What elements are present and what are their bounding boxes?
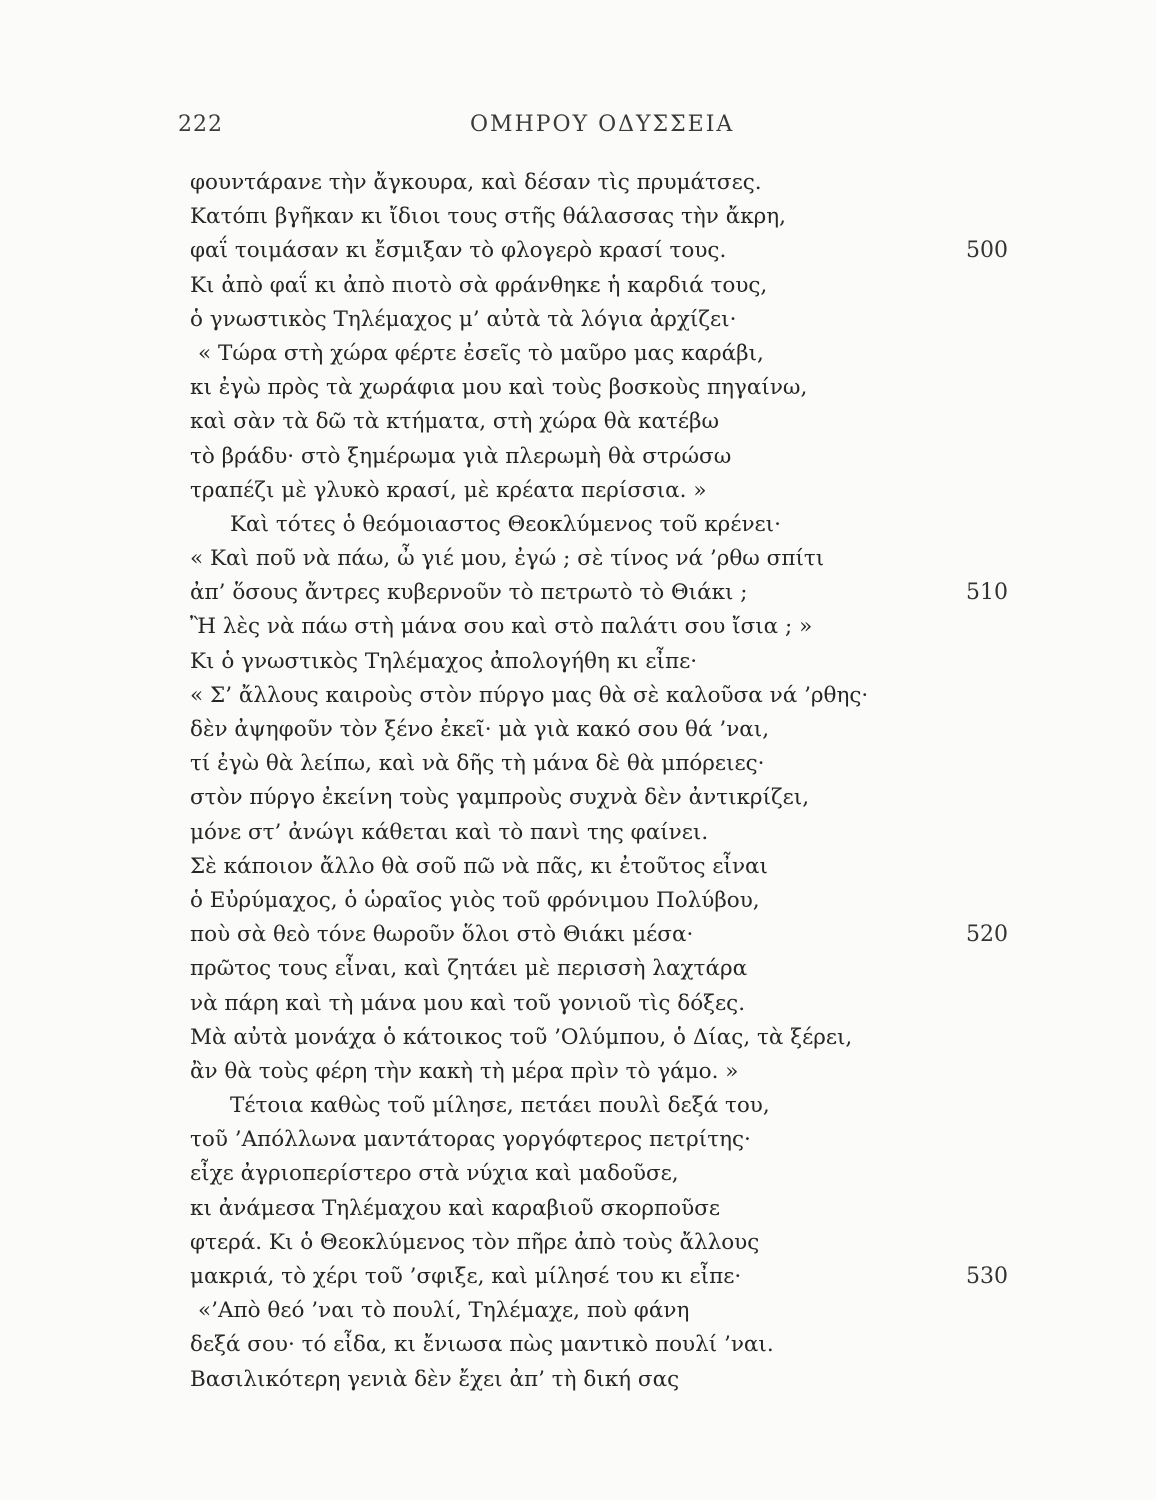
verse-line — [190, 747, 950, 781]
verse-text: δεξά σου· τό εἶδα, κι ἔνιωσα πὼς μαντικὸ πουλί ’ναι. — [190, 1332, 774, 1358]
verse-text: ἂν θὰ τοὺς φέρη τὴν κακὴ τὴ μέρα πρὶν τὸ γάμο. » — [190, 1058, 739, 1084]
verse-text: Ἢ λὲς νὰ πάω στὴ μάνα σου καὶ στὸ παλάτι σου ἴσια ; » — [190, 614, 813, 640]
verse-line — [190, 542, 950, 576]
verse-line — [190, 713, 950, 747]
verse-text: «’Απὸ θεό ’ναι τὸ πουλί, Τηλέμαχε, ποὺ φάνη — [198, 1298, 690, 1324]
verse-text: ὁ Εὐρύμαχος, ὁ ὡραῖος γιὸς τοῦ φρόνιμου Πολύβου, — [190, 887, 760, 913]
verse-text: « Σ’ ἄλλους καιροὺς στὸν πύργο μας θὰ σὲ καλοῦσα νά ’ρθης· — [190, 682, 869, 708]
verse-line — [190, 645, 950, 679]
page-number: 222 — [178, 112, 223, 137]
verse-text: Κι ὁ γνωστικὸς Τηλέμαχος ἀπολογήθη κι εἶπε· — [190, 648, 698, 674]
verse-line — [190, 1055, 950, 1089]
line-number: 530 — [966, 1264, 1008, 1289]
verse-line — [190, 508, 950, 542]
verse-text: φαΐ τοιμάσαν κι ἔσμιξαν τὸ φλογερὸ κρασί τους. — [190, 238, 727, 264]
verse-line — [190, 1328, 950, 1362]
verse-line — [190, 234, 1008, 268]
verse-line — [190, 440, 950, 474]
verse-text: πρῶτος τους εἶναι, καὶ ζητάει μὲ περισσὴ λαχτάρα — [190, 956, 748, 982]
verse-line — [190, 474, 950, 508]
verse-line — [190, 371, 950, 405]
verse-text: στὸν πύργο ἐκείνη τοὺς γαμπροὺς συχνὰ δὲν ἀντικρίζει, — [190, 785, 810, 811]
verse-text: « Καὶ ποῦ νὰ πάω, ὦ γιέ μου, ἐγώ ; σὲ τίνος νά ’ρθω σπίτι — [190, 546, 825, 572]
verse-text: Τέτοια καθὼς τοῦ μίλησε, πετάει πουλὶ δεξά του, — [230, 1093, 770, 1119]
verse-text: τί ἐγὼ θὰ λείπω, καὶ νὰ δῆς τὴ μάνα δὲ θὰ μπόρειες· — [190, 751, 765, 777]
verse-line — [190, 337, 950, 371]
verse-text: μόνε στ’ ἀνώγι κάθεται καὶ τὸ πανὶ της φαίνει. — [190, 819, 709, 845]
verse-text: εἶχε ἀγριοπερίστερο στὰ νύχια καὶ μαδοῦσε, — [190, 1161, 679, 1187]
verse-block — [190, 166, 1008, 1397]
verse-text: Σὲ κάποιον ἄλλο θὰ σοῦ πῶ νὰ πᾶς, κι ἐτοῦτος εἶναι — [190, 853, 768, 879]
verse-line — [190, 884, 950, 918]
verse-text: ὁ γνωστικὸς Τηλέμαχος μ’ αὐτὰ τὰ λόγια ἀρχίζει· — [190, 306, 737, 332]
line-number: 510 — [966, 580, 1008, 606]
verse-line — [190, 918, 1008, 952]
verse-line — [190, 1192, 950, 1226]
verse-text: τραπέζι μὲ γλυκὸ κρασί, μὲ κρέατα περίσσια. » — [190, 477, 707, 503]
verse-line — [190, 952, 950, 986]
verse-text: Κι ἀπὸ φαΐ κι ἀπὸ πιοτὸ σὰ φράνθηκε ἡ καρδιά τους, — [190, 272, 768, 298]
verse-text: κι ἀνάμεσα Τηλέμαχου καὶ καραβιοῦ σκορποῦσε — [190, 1195, 721, 1221]
verse-line — [190, 303, 950, 337]
verse-line — [190, 1089, 950, 1123]
verse-text: μακριά, τὸ χέρι τοῦ ’σφιξε, καὶ μίλησέ του κι εἶπε· — [190, 1264, 742, 1289]
verse-text: Καὶ τότες ὁ θεόμοιαστος Θεοκλύμενος τοῦ κρένει· — [230, 511, 781, 537]
running-title: ΟΜΗΡΟΥ ΟΔΥΣΣΕΙΑ — [470, 112, 735, 137]
verse-text: φτερά. Κι ὁ Θεοκλύμενος τὸν πῆρε ἀπὸ τοὺς ἄλλους — [190, 1229, 760, 1255]
verse-line — [190, 781, 950, 815]
verse-line — [190, 405, 950, 439]
verse-line — [190, 576, 1008, 610]
verse-line — [190, 816, 950, 850]
verse-text: δὲν ἀψηφοῦν τὸν ξένο ἐκεῖ· μὰ γιὰ κακό σου θά ’ναι, — [190, 717, 770, 742]
verse-text: Μὰ αὐτὰ μονάχα ὁ κάτοικος τοῦ ’Ολύμπου, ὁ Δίας, τὰ ξέρει, — [190, 1024, 853, 1050]
verse-text: καὶ σὰν τὰ δῶ τὰ κτήματα, στὴ χώρα θὰ κατέβω — [190, 409, 719, 435]
verse-line — [190, 200, 950, 234]
verse-line — [190, 679, 950, 713]
verse-line — [190, 610, 950, 644]
verse-text: Κατόπι βγῆκαν κι ἴδιοι τους στῆς θάλασσας τὴν ἄκρη, — [190, 204, 787, 230]
verse-text: κι ἐγὼ πρὸς τὰ χωράφια μου καὶ τοὺς βοσκοὺς πηγαίνω, — [190, 375, 808, 401]
verse-line — [190, 1294, 950, 1328]
verse-line — [190, 1021, 950, 1055]
verse-line — [190, 1226, 950, 1260]
verse-text: « Τώρα στὴ χώρα φέρτε ἐσεῖς τὸ μαῦρο μας καράβι, — [198, 340, 764, 366]
line-number: 520 — [966, 922, 1008, 948]
verse-line — [190, 1363, 950, 1397]
verse-line — [190, 1260, 1008, 1294]
line-number: 500 — [966, 238, 1008, 264]
verse-line — [190, 1157, 950, 1191]
verse-text: ἀπ’ ὅσους ἄντρες κυβερνοῦν τὸ πετρωτὸ τὸ Θιάκι ; — [190, 580, 748, 606]
verse-line — [190, 1123, 950, 1157]
verse-text: φουντάρανε τὴν ἄγκουρα, καὶ δέσαν τὶς πρυμάτσες. — [190, 170, 762, 195]
verse-text: τοῦ ’Απόλλωνα μαντάτορας γοργόφτερος πετρίτης· — [190, 1127, 751, 1153]
verse-line — [190, 850, 950, 884]
verse-text: Βασιλικότερη γενιὰ δὲν ἔχει ἀπ’ τὴ δική σας — [190, 1366, 680, 1392]
verse-line — [190, 269, 950, 303]
verse-text: τὸ βράδυ· στὸ ξημέρωμα γιὰ πλερωμὴ θὰ στρώσω — [190, 443, 732, 469]
verse-line — [190, 166, 950, 200]
verse-line — [190, 987, 950, 1021]
verse-text: νὰ πάρη καὶ τὴ μάνα μου καὶ τοῦ γονιοῦ τὶς δόξες. — [190, 990, 746, 1016]
verse-text: ποὺ σὰ θεὸ τόνε θωροῦν ὅλοι στὸ Θιάκι μέσα· — [190, 922, 694, 948]
